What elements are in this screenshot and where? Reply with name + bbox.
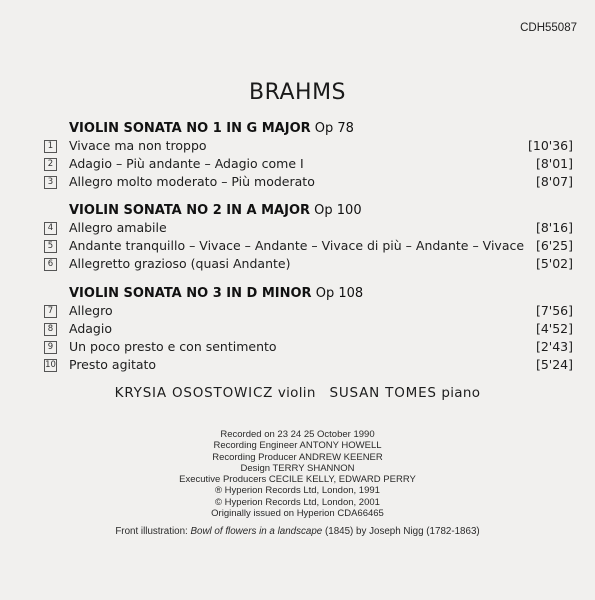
track-duration: [5'02]	[535, 256, 573, 271]
track-row	[0, 220, 595, 238]
track-title: Adagio	[69, 321, 112, 336]
track-row	[0, 138, 595, 156]
sonata-opus: Op 78	[314, 121, 354, 136]
sonata-heading	[69, 286, 363, 301]
track-number: 5	[44, 240, 57, 253]
sonata-opus: Op 108	[315, 286, 364, 301]
track-number: 9	[44, 341, 57, 354]
illustration-prefix: Front illustration:	[115, 526, 191, 537]
illustration-title: Bowl of flowers in a landscape	[190, 526, 323, 537]
track-duration: [7'56]	[535, 303, 573, 318]
sonata-heading	[69, 203, 362, 218]
track-title: Allegro amabile	[69, 220, 167, 235]
track-duration: [8'07]	[535, 174, 573, 189]
track-title: Adagio – Più andante – Adagio come I	[69, 156, 304, 171]
track-title: Un poco presto e con sentimento	[69, 339, 277, 354]
front-illustration-credit	[0, 526, 595, 537]
sonata-title: VIOLIN SONATA NO 1 IN G MAJOR	[69, 121, 311, 136]
violinist-instrument: violin	[277, 385, 316, 401]
credit-line: ® Hyperion Records Ltd, London, 1991	[215, 485, 380, 497]
credit-line: Originally issued on Hyperion CDA66465	[211, 508, 384, 520]
track-duration: [4'52]	[535, 321, 573, 336]
performers-line	[0, 385, 595, 401]
track-title: Presto agitato	[69, 357, 157, 372]
track-row	[0, 238, 595, 256]
track-number: 6	[44, 258, 57, 271]
track-row	[0, 256, 595, 274]
track-row	[0, 156, 595, 174]
credit-line: Recording Producer ANDREW KEENER	[212, 451, 383, 463]
credit-line: Design TERRY SHANNON	[240, 462, 355, 474]
track-number: 3	[44, 176, 57, 189]
pianist-name: SUSAN TOMES	[329, 385, 437, 401]
track-duration: [8'16]	[535, 220, 573, 235]
track-number: 8	[44, 323, 57, 336]
sonata-opus: Op 100	[314, 203, 362, 218]
track-duration: [5'24]	[535, 357, 573, 372]
credit-line: © Hyperion Records Ltd, London, 2001	[215, 496, 380, 508]
track-title: Allegretto grazioso (quasi Andante)	[69, 256, 291, 271]
recording-credits	[0, 429, 595, 519]
track-number: 7	[44, 305, 57, 318]
track-number: 2	[44, 158, 57, 171]
track-title: Vivace ma non troppo	[69, 138, 207, 153]
sonata-title: VIOLIN SONATA NO 3 IN D MINOR	[69, 286, 312, 301]
track-number: 1	[44, 140, 57, 153]
track-duration: [2'43]	[535, 339, 573, 354]
sonata-title: VIOLIN SONATA NO 2 IN A MAJOR	[69, 203, 311, 218]
track-number: 4	[44, 222, 57, 235]
track-duration: [6'25]	[535, 238, 573, 253]
credit-line: Recorded on 23 24 25 October 1990	[220, 429, 375, 440]
track-row	[0, 174, 595, 192]
track-title: Andante tranquillo – Vivace – Andante – Vivace di più – Andante – Vivace	[69, 238, 525, 253]
credit-line: Executive Producers CECILE KELLY, EDWARD PERRY	[179, 474, 416, 486]
track-number: 10	[45, 360, 56, 370]
track-row	[0, 357, 595, 375]
sonata-heading	[69, 121, 354, 136]
catalog-number: CDH55087	[520, 22, 577, 34]
track-title: Allegro molto moderato – Più moderato	[69, 174, 315, 189]
track-row	[0, 321, 595, 339]
track-row	[0, 339, 595, 357]
illustration-suffix: (1845) by Joseph Nigg (1782-1863)	[322, 526, 480, 537]
track-duration: [10'36]	[527, 138, 573, 153]
track-duration: [8'01]	[535, 156, 573, 171]
credit-line: Recording Engineer ANTONY HOWELL	[213, 440, 382, 452]
violinist-name: KRYSIA OSOSTOWICZ	[114, 385, 274, 401]
track-title: Allegro	[69, 303, 113, 318]
track-row	[0, 303, 595, 321]
pianist-instrument: piano	[441, 385, 481, 401]
composer-title: BRAHMS	[248, 80, 347, 105]
